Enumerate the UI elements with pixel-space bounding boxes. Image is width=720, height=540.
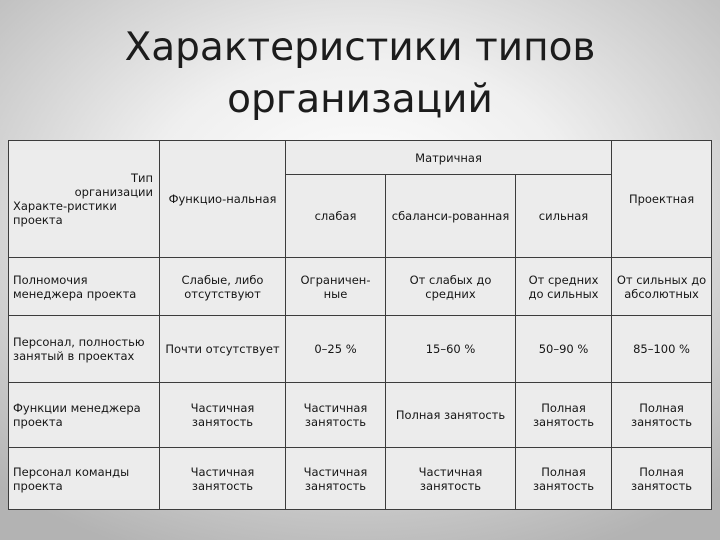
header-matrix-balanced: сбаланси-рованная (386, 175, 516, 258)
table-cell: 50–90 % (516, 316, 612, 383)
table-row (9, 448, 712, 510)
table-cell: Частичная занятость (160, 383, 286, 448)
table-row (9, 258, 712, 316)
table-cell: Полная занятость (612, 383, 712, 448)
corner-characteristics-label: Характе-ристики проекта (13, 199, 117, 227)
table-cell: Частичная занятость (286, 383, 386, 448)
table-cell: 0–25 % (286, 316, 386, 383)
header-project: Проектная (612, 141, 712, 258)
table-cell: 85–100 % (612, 316, 712, 383)
corner-header-cell (9, 141, 160, 258)
slide-title (0, 22, 720, 126)
corner-type-label-line1: Тип (130, 171, 153, 185)
table-row (9, 383, 712, 448)
header-matrix-weak: слабая (286, 175, 386, 258)
table-cell: Полная занятость (516, 383, 612, 448)
header-matrix: Матричная (286, 141, 612, 175)
table-cell: Почти отсутствует (160, 316, 286, 383)
header-row-top (9, 141, 712, 175)
corner-type-label-line2: организации (74, 185, 153, 199)
row-label: Персонал, полностью занятый в проектах (9, 316, 160, 383)
table-cell: Ограничен-ные (286, 258, 386, 316)
table-cell: От средних до сильных (516, 258, 612, 316)
slide-title-line-2: организаций (227, 77, 493, 122)
table-cell: Частичная занятость (286, 448, 386, 510)
organization-types-table (8, 140, 712, 510)
table-row (9, 316, 712, 383)
table-cell: 15–60 % (386, 316, 516, 383)
table-cell: От сильных до абсолютных (612, 258, 712, 316)
table-cell: Частичная занятость (160, 448, 286, 510)
table-cell: Полная занятость (386, 383, 516, 448)
header-functional: Функцио-нальная (160, 141, 286, 258)
table-cell: Полная занятость (516, 448, 612, 510)
header-matrix-strong: сильная (516, 175, 612, 258)
row-label: Функции менеджера проекта (9, 383, 160, 448)
table-cell: Полная занятость (612, 448, 712, 510)
row-label: Персонал команды проекта (9, 448, 160, 510)
slide-title-line-1: Характеристики типов (124, 25, 596, 70)
table-cell: Частичная занятость (386, 448, 516, 510)
table-cell: Слабые, либо отсутствуют (160, 258, 286, 316)
row-label: Полномочия менеджера проекта (9, 258, 160, 316)
table-cell: От слабых до средних (386, 258, 516, 316)
